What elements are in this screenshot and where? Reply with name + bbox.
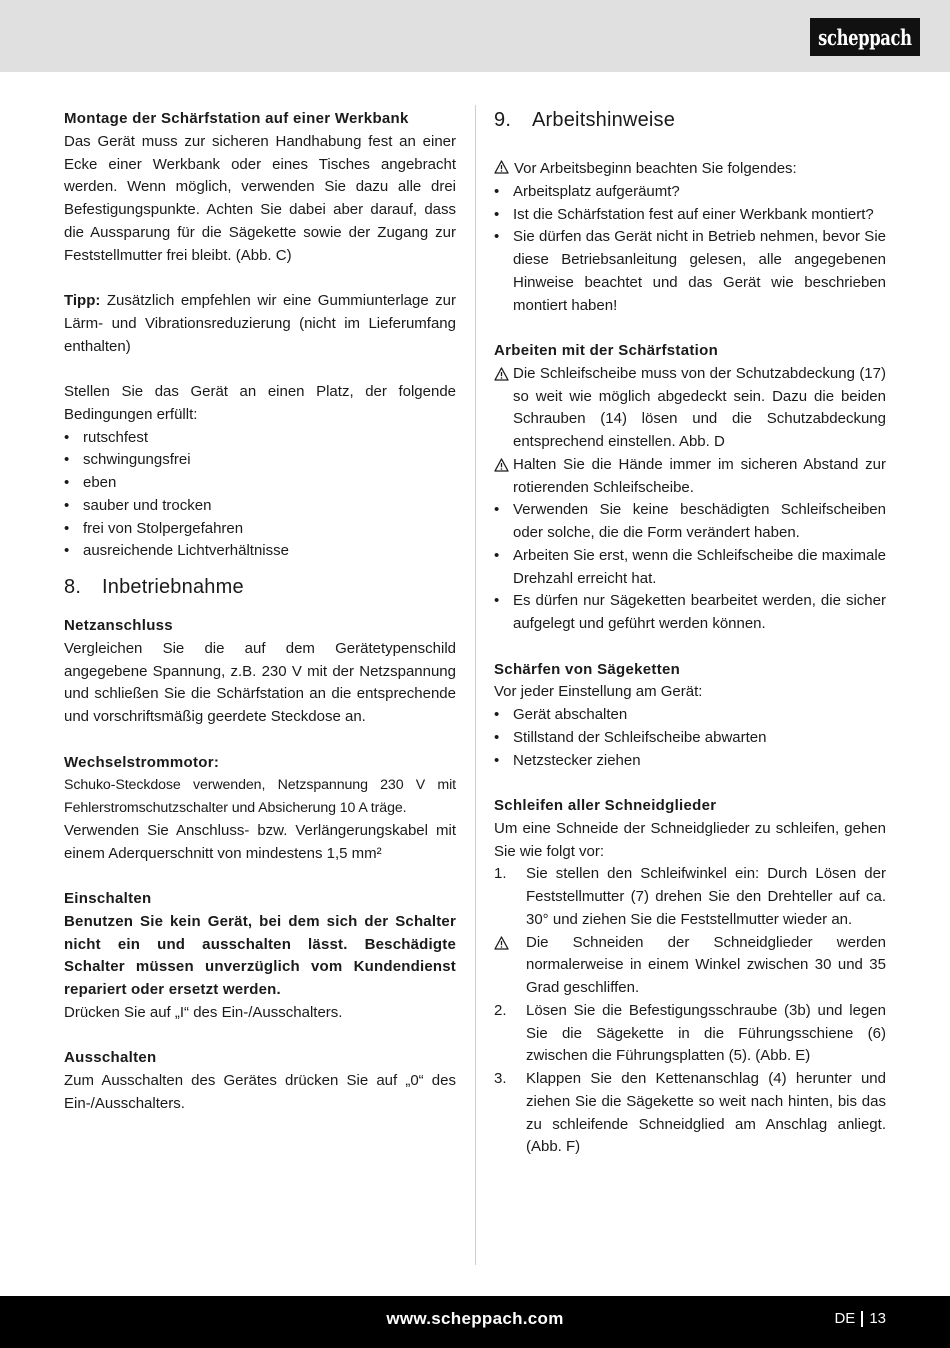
step-item: Die Schneiden der Schneidglieder werden normalerweise in einem Winkel zwischen 30 und 35 Grad geschliffen. [494, 932, 886, 1000]
list-item: • Ist die Schärfstation fest auf einer Werkbank montiert? [494, 204, 886, 227]
motor-heading: Wechselstrommotor: [64, 753, 220, 771]
column-divider [475, 105, 476, 1265]
warning-icon [494, 160, 509, 174]
sharpen-list [494, 704, 886, 772]
pre-work-list [494, 181, 886, 318]
list-item: • frei von Stolpergefahren [64, 518, 456, 541]
motor-text: Schuko-Steckdose verwenden, Netzspannung 230 V mit Fehlerstromschutzschalter und Absicherung 10 A träge. [64, 777, 456, 816]
bullet: • [64, 428, 70, 446]
bullet: • [494, 546, 500, 564]
warning-icon [494, 363, 513, 454]
page-indicator [834, 1310, 886, 1327]
step-item: 3. Klappen Sie den Kettenanschlag (4) herunter und ziehen Sie die Sägekette so weit nach hinten, bis das zu schleifende Schneidglied am Anschlag anliegt. (Abb. F) [494, 1068, 886, 1159]
list-item: • rutschfest [64, 427, 456, 450]
list-item: • Sie dürfen das Gerät nicht in Betrieb nehmen, bevor Sie diese Betriebsanleitung gelesen, alle angegebenen Hinweise beachtet und das Gerät wie beschrieben montiert haben! [494, 226, 886, 317]
warning-icon [494, 932, 526, 1000]
list-item: Halten Sie die Hände immer im sicheren Abstand zur rotierenden Schleifscheibe. [494, 454, 886, 500]
bullet: • [494, 501, 500, 519]
section-9-heading: 9. Arbeitshinweise [494, 109, 676, 131]
language-code: DE [834, 1310, 856, 1327]
bullet: • [494, 706, 500, 723]
tip-text: Zusätzlich empfehlen wir eine Gummiunterlage zur Lärm- und Vibrationsreduzierung (nicht im Lieferumfang enthalten) [64, 292, 456, 355]
warning-icon [494, 454, 513, 500]
place-conditions-list [64, 427, 456, 564]
grind-steps [494, 863, 886, 1159]
montage-heading: Montage der Schärfstation auf einer Werkbank [64, 110, 409, 127]
step-item: 2. Lösen Sie die Befestigungsschraube (3b) und legen Sie die Sägekette in die Führungsschiene (6) zwischen die Führungsplatten (5). (Abb. E) [494, 1000, 886, 1068]
sharpen-intro: Vor jeder Einstellung am Gerät: [494, 683, 703, 701]
section-8-heading: 8. Inbetriebnahme [64, 576, 244, 598]
einschalten-text: Drücken Sie auf „I“ des Ein-/Ausschalters. [64, 1003, 343, 1021]
brand-logo-text: scheppach [818, 24, 912, 50]
left-column [64, 108, 456, 1116]
bullet: • [64, 451, 70, 469]
warn-intro: Vor Arbeitsbeginn beachten Sie folgendes: [494, 158, 886, 181]
place-intro: Stellen Sie das Gerät an einen Platz, der folgende Bedingungen erfüllt: [64, 383, 456, 423]
list-item: • Stillstand der Schleifscheibe abwarten [494, 727, 886, 750]
bullet: • [494, 205, 500, 223]
bullet: • [494, 728, 500, 746]
bullet: • [494, 592, 500, 610]
footer-bar [0, 1296, 950, 1348]
separator [861, 1311, 863, 1327]
list-item: Die Schleifscheibe muss von der Schutzabdeckung (17) so weit wie möglich abgedeckt sein. Dazu die beiden Schrauben (14) lösen und die Schutzabdeckung entsprechend einstellen. Abb. D [494, 363, 886, 454]
einschalten-heading: Einschalten [64, 890, 152, 907]
list-item: • ausreichende Lichtverhältnisse [64, 540, 456, 563]
list-item: • Netzstecker ziehen [494, 750, 886, 773]
bullet: • [64, 496, 70, 514]
ausschalten-text: Zum Ausschalten des Gerätes drücken Sie auf „0“ des Ein-/Ausschalters. [64, 1072, 456, 1112]
bullet: • [64, 474, 70, 491]
list-item: • Arbeiten Sie erst, wenn die Schleifscheibe die maximale Drehzahl erreicht hat. [494, 545, 886, 591]
list-item: • Gerät abschalten [494, 704, 886, 727]
motor-text-2: Verwenden Sie Anschluss- bzw. Verlängerungskabel mit einem Aderquerschnitt von mindestens 1,5 mm² [64, 821, 456, 862]
list-item: • schwingungsfrei [64, 449, 456, 472]
ausschalten-heading: Ausschalten [64, 1049, 157, 1067]
website-link[interactable]: www.scheppach.com [386, 1309, 564, 1328]
bullet: • [494, 182, 500, 200]
bullet: • [494, 228, 500, 246]
list-item: • Arbeitsplatz aufgeräumt? [494, 181, 886, 204]
sharpen-heading: Schärfen von Sägeketten [494, 660, 681, 678]
step-number: 1. [494, 865, 507, 883]
bullet: • [64, 542, 70, 560]
page-number: 13 [869, 1310, 886, 1327]
list-item: • sauber und trocken [64, 495, 456, 518]
einschalten-warning: Benutzen Sie kein Gerät, bei dem sich der Schalter nicht ein und ausschalten lässt. Beschädigte Schalter müssen unverzüglich vom Kundendienst repariert oder ersetzt werden. [64, 912, 456, 998]
brand-logo [810, 18, 920, 56]
step-number: 3. [494, 1070, 507, 1087]
bullet: • [494, 751, 500, 769]
work-list [494, 363, 886, 636]
list-item: • Verwenden Sie keine beschädigten Schleifscheiben oder solche, die die Form verändert haben. [494, 499, 886, 545]
tip-label: Tipp: [64, 292, 101, 309]
right-column [494, 108, 886, 1159]
montage-text: Das Gerät muss zur sicheren Handhabung fest an einer Ecke einer Werkbank oder eines Tisches angebracht werden. Wenn möglich, verwenden Sie dazu alle drei Befestigungspunkte. Achten Sie dabei aber darauf, dass die Aussparung für die Sägekette sowie der Zugang zur Feststellmutter frei bleibt. (Abb. C) [64, 132, 456, 264]
step-item: 1. Sie stellen den Schleifwinkel ein: Durch Lösen der Feststellmutter (7) drehen Sie den Drehteller auf ca. 30° und ziehen Sie die Feststellmutter wieder an. [494, 863, 886, 931]
work-heading: Arbeiten mit der Schärfstation [494, 342, 719, 359]
tip-paragraph [64, 290, 456, 358]
header-bar [0, 0, 950, 72]
list-item: • eben [64, 472, 456, 495]
step-number: 2. [494, 1001, 507, 1019]
netz-text: Vergleichen Sie die auf dem Gerätetypenschild angegebene Spannung, z.B. 230 V mit der Netzspannung und schließen Sie die Schärfstation an die entsprechende und vorschriftsmäßig geerdete Steckdose an. [64, 639, 456, 725]
bullet: • [64, 519, 70, 537]
grind-intro: Um eine Schneide der Schneidglieder zu schleifen, gehen Sie wie folgt vor: [494, 819, 886, 860]
grind-heading: Schleifen aller Schneidglieder [494, 797, 717, 814]
netz-heading: Netzanschluss [64, 617, 173, 634]
list-item: • Es dürfen nur Sägeketten bearbeitet werden, die sicher aufgelegt und geführt werden können. [494, 590, 886, 636]
